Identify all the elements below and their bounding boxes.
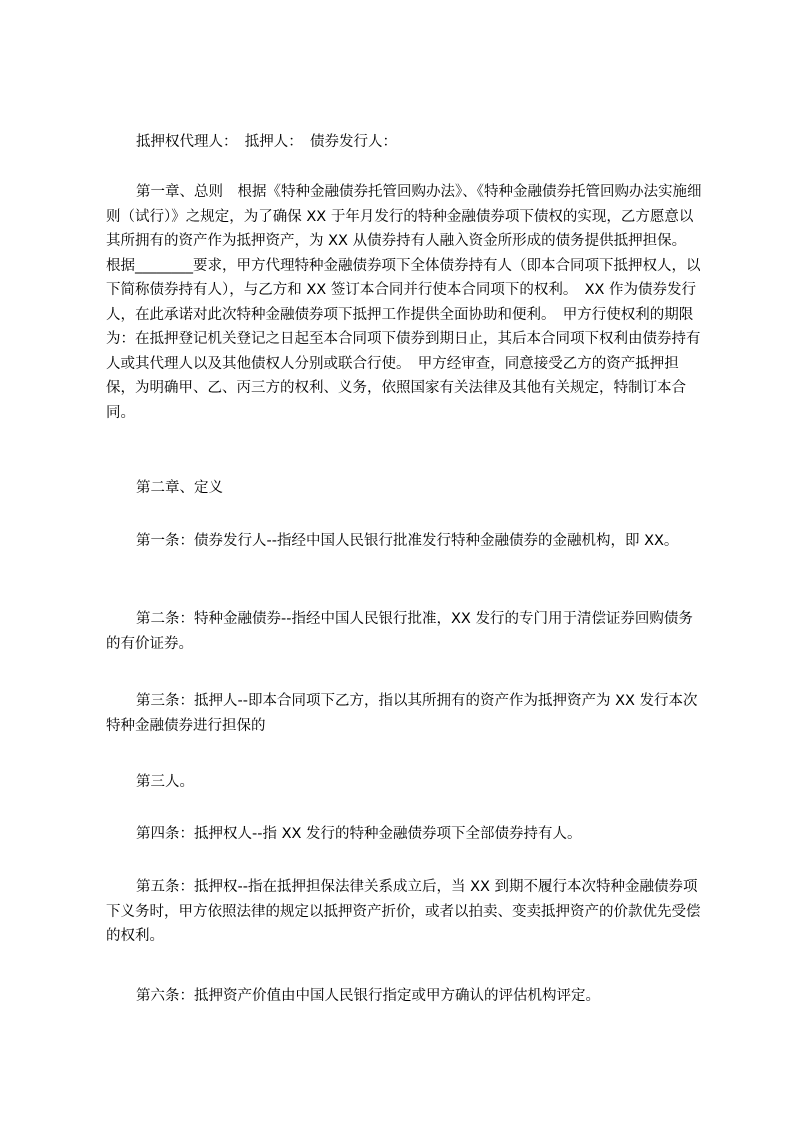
article-3: 第三条：抵押人--即本合同项下乙方，指以其所拥有的资产作为抵押资产为 XX 发行本次特种金融债券进行担保的 [106, 693, 698, 734]
article-6: 第六条：抵押资产价值由中国人民银行指定或甲方确认的评估机构评定。 [136, 988, 600, 1004]
article-5: 第五条：抵押权--指在抵押担保法律关系成立后，当 XX 到期不履行本次特种金融债券项下义务时，甲方依照法律的规定以抵押资产折价，或者以拍卖、变卖抵押资产的价款优先受偿的权利。 [106, 879, 701, 944]
article-2: 第二条：特种金融债券--指经中国人民银行批准，XX 发行的专门用于清偿证券回购债务的有价证券。 [106, 611, 693, 652]
chapter1-paragraph: 第一章、总则 根据《特种金融债券托管回购办法》、《特种金融债券托管回购办法实施细则（试行）》之规定，为了确保 XX 于年月发行的特种金融债券项下债权的实现，乙方愿意以其所拥有的资产作为抵押资产，为 XX 从债券持有人融入资金所形成的债务提供抵押担保。 根据________要求，甲方代理特种金融债券项下全体债券持有人（即本合同项下抵押权人，以下简称债券持有人），与乙方和 XX 签订本合同并行使本合同项下的权利。 XX 作为债券发行人，在此承诺对此次特种金融债券项下抵押工作提供全面协助和便利。 甲方行使权利的期限为：在抵押登记机关登记之日起至本合同项下债券到期日止，其后本合同项下权利由债券持有人或其代理人以及其他债权人分别或联合行使。 甲方经审查，同意接受乙方的资产抵押担保，为明确甲、乙、丙三方的权利、义务，依照国家有关法律及其他有关规定，特制订本合同。 [106, 184, 702, 421]
chapter2-heading: 第二章、定义 [136, 480, 223, 496]
article-3-continued: 第三人。 [136, 774, 194, 790]
article-4: 第四条：抵押权人--指 XX 发行的特种金融债券项下全部债券持有人。 [136, 826, 582, 842]
parties-line: 抵押权代理人： 抵押人： 债券发行人： [136, 134, 397, 150]
article-1: 第一条：债券发行人--指经中国人民银行批准发行特种金融债券的金融机构，即 XX。 [136, 533, 679, 549]
